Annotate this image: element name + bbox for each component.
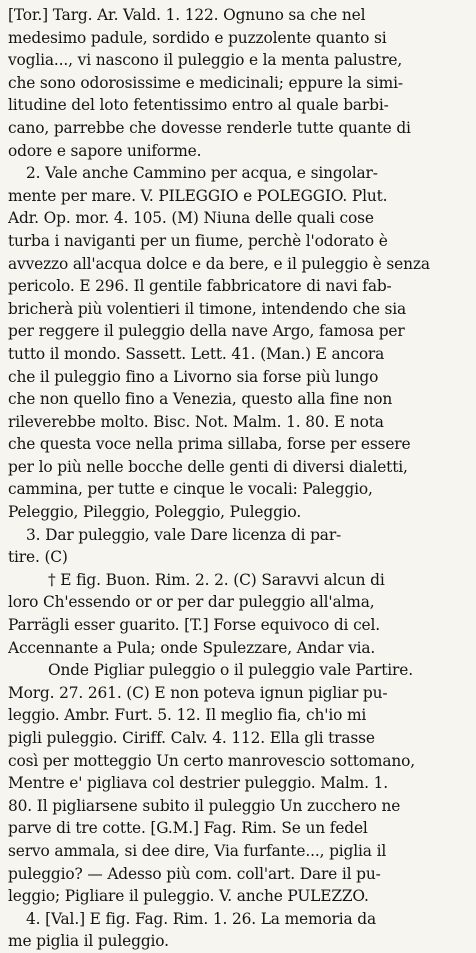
text-line: pigli puleggio. Ciriff. Calv. 4. 112. Ella gli trasse xyxy=(8,729,375,747)
text-line: [Tor.] Targ. Ar. Vald. 1. 122. Ognuno sa che nel xyxy=(8,6,366,24)
section-heading-4: 4. [Val.] E fig. Fag. Rim. 1. 26. La memoria da xyxy=(26,909,377,928)
text-line: medesimo padule, sordido e puzzolente quanto si xyxy=(8,28,387,47)
text-line: per reggere il puleggio della nave Argo, famosa per xyxy=(8,322,405,341)
text-line: così per motteggio Un certo manrovescio sottomano, xyxy=(8,751,415,770)
text-line: rileverebbe molto. Bisc. Not. Malm. 1. 80. E nota xyxy=(8,412,384,431)
text-line: Morg. 27. 261. (C) E non poteva ignun pigliar pu- xyxy=(8,683,388,702)
dagger-subentry: † E fig. Buon. Rim. 2. 2. (C) Saravvi alcun di xyxy=(48,570,385,589)
text-line: per lo più nelle bocche delle genti di diversi dialetti, xyxy=(8,457,408,476)
text-line: Adr. Op. mor. 4. 105. (M) Niuna delle quali cose xyxy=(8,209,374,228)
text-line: loro Ch'essendo or or per dar puleggio all'alma, xyxy=(8,593,375,612)
text-line: che il puleggio fino a Livorno sia forse più lungo xyxy=(8,367,379,386)
text-line: puleggio? — Adesso più com. coll'art. Dare il pu- xyxy=(8,864,381,883)
text-line: parve di tre cotte. [G.M.] Fag. Rim. Se un fedel xyxy=(8,819,368,838)
text-line: tutto il mondo. Sassett. Lett. 41. (Man.) E ancora xyxy=(8,344,385,363)
text-line: Parrägli esser guarito. [T.] Forse equivoco di cel. xyxy=(8,616,381,635)
text-line: 80. Il pigliarsene subito il puleggio Un zucchero ne xyxy=(8,796,401,815)
text-line: leggio. Ambr. Furt. 5. 12. Il meglio fia, ch'io mi xyxy=(8,706,367,725)
text-line: pericolo. E 296. Il gentile fabbricatore di navi fab- xyxy=(8,277,392,296)
text-line: servo ammala, si dee dire, Via furfante..., piglia il xyxy=(8,841,387,860)
text-line: cano, parrebbe che dovesse renderle tutte quante di xyxy=(8,118,411,137)
text-line: odore e sapore uniforme. xyxy=(8,141,202,160)
text-line: bricherà più volentieri il timone, intendendo che sia xyxy=(8,299,407,318)
text-line: leggio; Pigliare il puleggio. V. anche PULEZZO. xyxy=(8,887,369,906)
text-line: Accennante a Pula; onde Spulezzare, Andar via. xyxy=(8,638,376,657)
text-line: che non quello fino a Venezia, questo alla fine non xyxy=(8,390,393,409)
text-line: Mentre e' pigliava col destrier puleggio. Malm. 1. xyxy=(8,774,388,793)
text-line: voglia..., vi nascono il puleggio e la menta palustre, xyxy=(8,51,403,70)
text-line: Peleggio, Pileggio, Poleggio, Puleggio. xyxy=(8,503,302,522)
section-heading-2: 2. Vale anche Cammino per acqua, e singolar- xyxy=(26,164,378,183)
text-line: mente per mare. V. PILEGGIO e POLEGGIO. Plut. xyxy=(8,186,388,205)
section-heading-3: 3. Dar puleggio, vale Dare licenza di par- xyxy=(26,525,342,544)
text-line: tire. (C) xyxy=(8,548,68,567)
text-line: cammina, per tutte e cinque le vocali: Paleggio, xyxy=(8,480,373,499)
text-line: litudine del loto fetentissimo entro al quale barbi- xyxy=(8,96,389,115)
subentry-pigliar-puleggio: Onde Pigliar puleggio o il puleggio vale Partire. xyxy=(48,661,413,680)
text-line: che sono odorosissime e medicinali; eppure la simi- xyxy=(8,73,403,92)
text-line: che questa voce nella prima sillaba, forse per essere xyxy=(8,435,411,454)
text-line: avvezzo all'acqua dolce e da bere, e il puleggio è senza xyxy=(8,254,430,273)
text-line: turba i naviganti per un fiume, perchè l'odorato è xyxy=(8,231,388,250)
text-line: me piglia il puleggio. xyxy=(8,932,169,951)
